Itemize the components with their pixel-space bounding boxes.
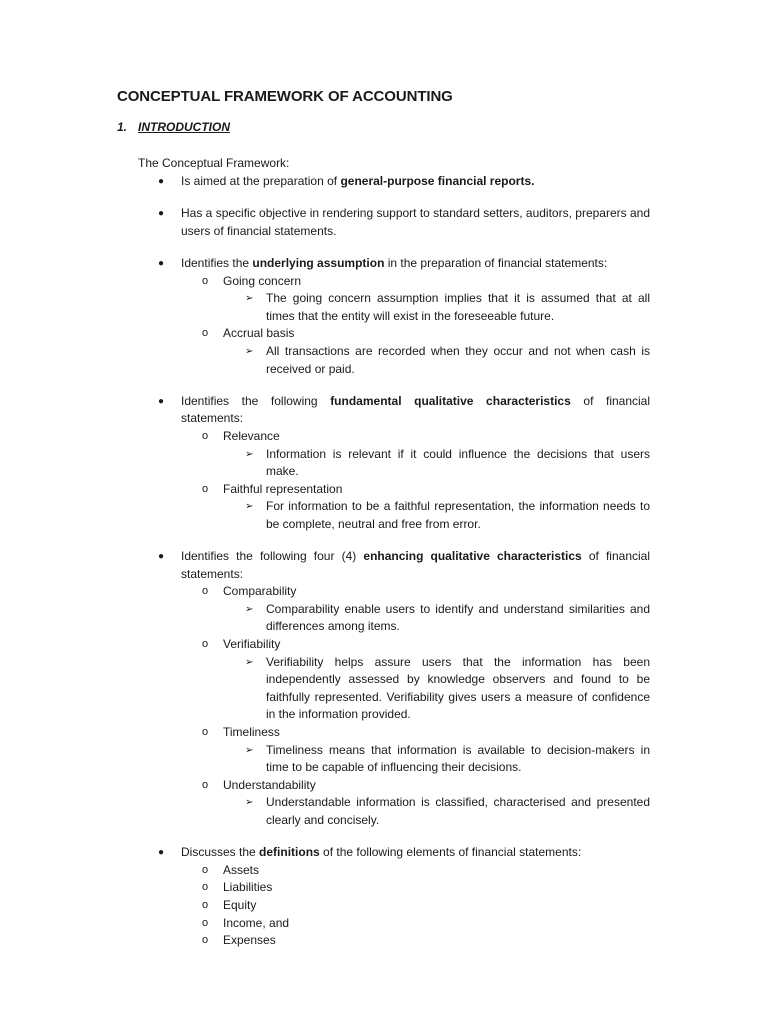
arrow-bullet-icon: ➢ — [245, 656, 254, 668]
point-item — [0, 742, 768, 777]
text-segment: Identifies the following — [181, 393, 331, 408]
bullet-icon: ● — [158, 176, 165, 187]
bold-term: definitions — [259, 845, 320, 860]
point-text: Information is relevant if it could influence the decisions that users make. — [266, 446, 650, 479]
circle-bullet-icon: o — [202, 274, 209, 287]
point-item — [0, 794, 768, 829]
text-segment: of the following elements of financial statements: — [319, 845, 582, 860]
bullet-text — [181, 393, 650, 428]
sub-item — [0, 915, 768, 933]
point-item — [0, 601, 768, 636]
bullet-icon: ● — [158, 395, 165, 407]
sub-item — [0, 862, 768, 880]
bullet-text — [181, 844, 650, 862]
bullet-text — [181, 255, 650, 273]
bullet-icon: ● — [158, 847, 165, 859]
bullet-item — [0, 255, 768, 378]
sub-item — [0, 636, 768, 654]
point-item — [0, 498, 768, 533]
arrow-bullet-icon: ➢ — [245, 797, 254, 809]
circle-bullet-icon: o — [202, 638, 209, 651]
bullet-icon: ● — [158, 257, 165, 269]
sub-item-label: Faithful representation — [223, 481, 343, 496]
circle-bullet-icon: o — [202, 429, 209, 442]
bullet-item — [0, 393, 768, 534]
sub-item-label: Liabilities — [223, 880, 273, 895]
text-segment: Identifies the — [181, 255, 253, 270]
point-text: Understandable information is classified, characterised and presented clearly and concisely. — [266, 795, 650, 827]
bold-term: general-purpose financial reports. — [340, 174, 535, 188]
point-text: All transactions are recorded when they occur and not when cash is received or paid. — [266, 343, 650, 376]
circle-bullet-icon: o — [202, 726, 209, 738]
bold-term: enhancing qualitative characteristics — [363, 549, 582, 564]
arrow-bullet-icon: ➢ — [245, 744, 254, 756]
bullet-item — [0, 844, 768, 950]
sub-item — [0, 777, 768, 795]
text-segment: Is aimed at the preparation of — [181, 174, 341, 188]
sub-item-label: Assets — [223, 862, 260, 877]
point-item — [0, 446, 768, 481]
point-item — [0, 290, 768, 325]
sub-item — [0, 879, 768, 897]
text-segment: Has a specific objective in rendering support to standard setters, auditors, preparers and users of financial statements. — [181, 206, 650, 238]
arrow-bullet-icon: ➢ — [245, 293, 254, 305]
bold-term: underlying assumption — [252, 255, 385, 270]
circle-bullet-icon: o — [202, 934, 209, 947]
sub-item-label: Comparability — [223, 584, 297, 599]
sub-item-label: Income, and — [223, 915, 290, 930]
document-title: CONCEPTUAL FRAMEWORK OF ACCOUNTING — [117, 88, 453, 105]
sub-item-label: Timeliness — [223, 725, 280, 739]
outline-list — [0, 173, 768, 964]
text-segment: Discusses the — [181, 845, 260, 860]
section-title: INTRODUCTION — [138, 120, 230, 134]
circle-bullet-icon: o — [202, 482, 209, 495]
bullet-icon: ● — [158, 551, 165, 563]
arrow-bullet-icon: ➢ — [245, 448, 254, 460]
circle-bullet-icon: o — [202, 585, 209, 598]
point-item — [0, 654, 768, 724]
bullet-item — [0, 548, 768, 830]
arrow-bullet-icon: ➢ — [245, 345, 254, 357]
sub-item-label: Equity — [223, 897, 257, 912]
sub-item-label: Verifiability — [223, 637, 281, 652]
bold-term: fundamental qualitative characteristics — [330, 393, 571, 408]
sub-item-label: Expenses — [223, 933, 276, 948]
point-text: Verifiability helps assure users that the information has been independently assessed by knowledge observers and found to be faithfully represented. Verifiability gives users a measure of confidence in the information provided. — [266, 654, 650, 722]
bullet-icon: ● — [158, 208, 165, 220]
text-segment: of financial statements: — [181, 393, 651, 426]
sub-item — [0, 273, 768, 291]
arrow-bullet-icon: ➢ — [245, 603, 254, 615]
sub-item — [0, 897, 768, 915]
sub-item-label: Accrual basis — [223, 326, 295, 341]
section-heading — [117, 120, 230, 134]
section-number: 1. — [117, 120, 128, 134]
text-segment: of financial statements: — [181, 549, 651, 581]
bullet-item — [0, 173, 768, 191]
sub-item — [0, 428, 768, 446]
point-text: For information to be a faithful representation, the information needs to be complete, neutral and free from error. — [266, 499, 650, 531]
bullet-text — [181, 173, 650, 191]
sub-item — [0, 481, 768, 499]
point-text: The going concern assumption implies that it is assumed that at all times that the entity will exist in the foreseeable future. — [266, 291, 650, 323]
circle-bullet-icon: o — [202, 881, 209, 894]
sub-item — [0, 583, 768, 601]
point-text: Comparability enable users to identify and understand similarities and differences among items. — [266, 601, 650, 634]
sub-item — [0, 932, 768, 950]
arrow-bullet-icon: ➢ — [245, 501, 254, 513]
circle-bullet-icon: o — [202, 327, 209, 340]
sub-item-label: Relevance — [223, 428, 280, 443]
intro-text: The Conceptual Framework: — [138, 156, 290, 170]
circle-bullet-icon: o — [202, 898, 209, 911]
text-segment: in the preparation of financial statements: — [384, 255, 608, 270]
bullet-item — [0, 205, 768, 240]
sub-item-label: Understandability — [223, 777, 316, 792]
point-item — [0, 343, 768, 378]
circle-bullet-icon: o — [202, 778, 209, 791]
sub-item — [0, 325, 768, 343]
point-text: Timeliness means that information is available to decision-makers in time to be capable of influencing their decisions. — [266, 742, 650, 775]
sub-item-label: Going concern — [223, 273, 302, 288]
circle-bullet-icon: o — [202, 916, 209, 929]
bullet-text — [181, 548, 650, 583]
sub-item — [0, 724, 768, 742]
bullet-text — [181, 205, 650, 240]
text-segment: Identifies the following four (4) — [181, 549, 364, 564]
circle-bullet-icon: o — [202, 863, 209, 876]
